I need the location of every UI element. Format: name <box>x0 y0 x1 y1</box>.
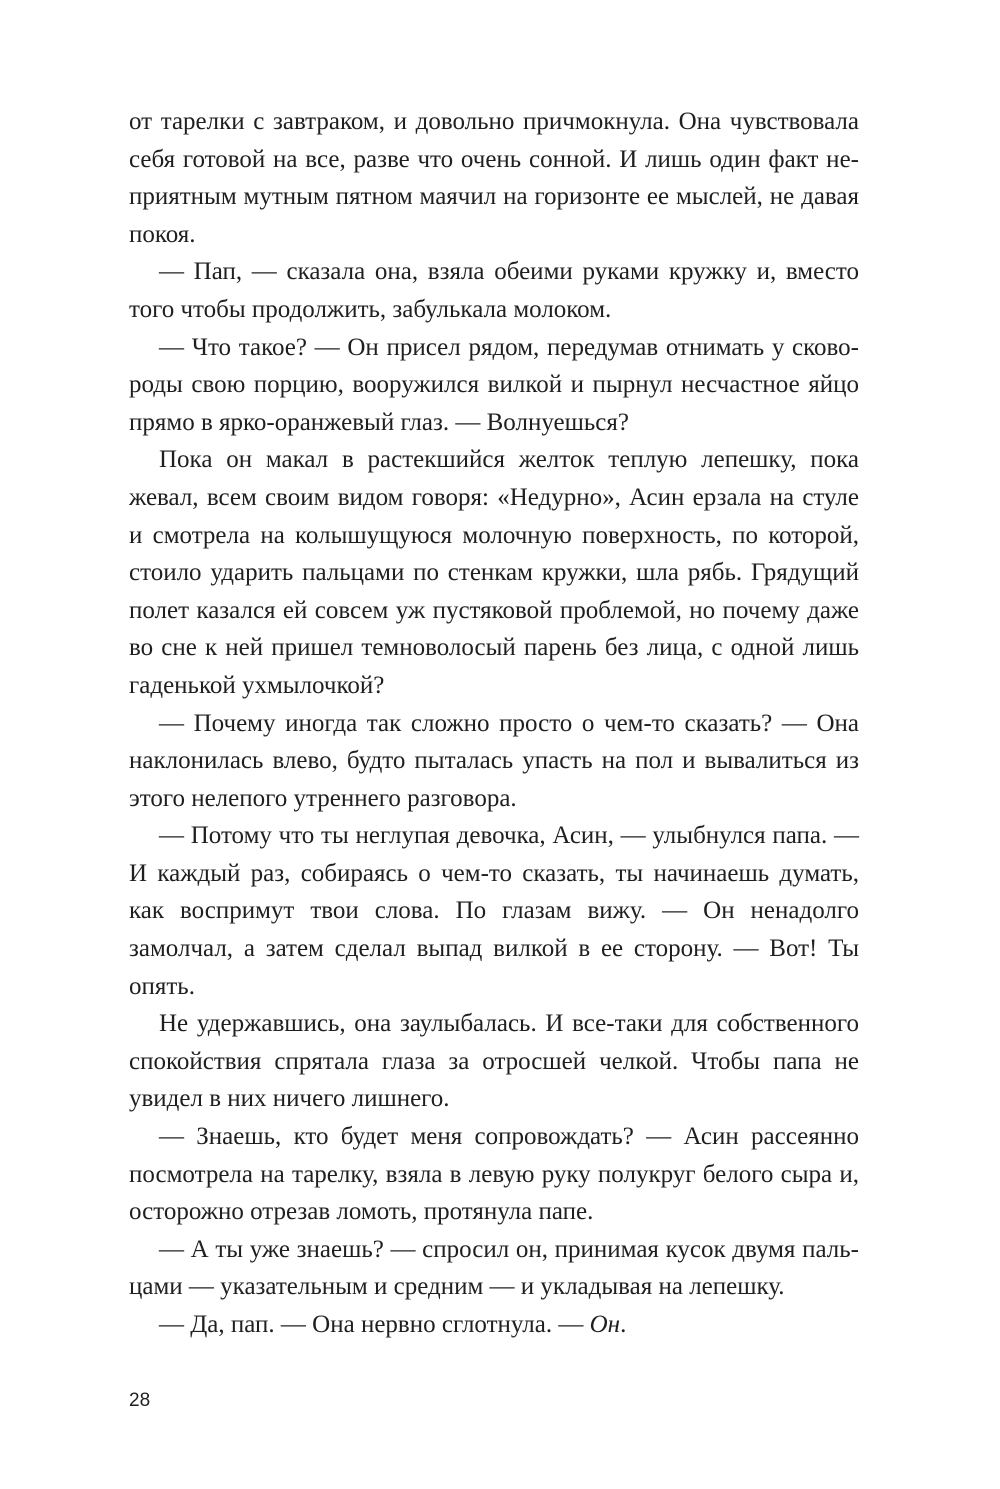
page-text <box>129 103 859 1344</box>
paragraph-4: Пока он макал в растекшийся желток теплую лепешку, пока жевал, всем своим видом говоря: «Недурно», Асин ерзала на стуле и смотрела на колышущуюся молочную поверхность, по которой, стоило ударить пальцами по стенкам кружки, шла рябь. Грядущий полет казался ей совсем уж пустяковой проблемой, но почему даже во сне к ней пришел темноволосый парень без лица, с одной лишь гаденькой ухмылочкой? <box>129 446 859 699</box>
paragraph-7: Не удержавшись, она заулыбалась. И все-таки для собственного спокойствия спрятала глаза за отросшей челкой. Чтобы папа не увидел в них ничего лишнего. <box>129 1010 859 1113</box>
paragraph-3: — Что такое? — Он присел рядом, передумав отнимать у сковороды свою порцию, вооружился вилкой и пырнул несчастное яйцо прямо в ярко-оранжевый глаз. — Волнуешься? <box>129 333 859 436</box>
page-number: 28 <box>129 1390 151 1411</box>
paragraph-10-text: — Да, пап. — Она нервно сглотнула. — <box>159 1311 590 1338</box>
paragraph-6: — Потому что ты неглупая девочка, Асин, — улыбнулся папа. — И каждый раз, собираясь о чем-то сказать, ты начинаешь думать, как воспримут твои слова. По глазам вижу. — Он ненадолго замолчал, а затем сделал выпад вилкой в ее сторону. — Вот! Ты опять. <box>129 822 859 1000</box>
paragraph-2: — Пап, — сказала она, взяла обеими руками кружку и, вместо того чтобы продолжить, забулькала молоком. <box>129 258 859 323</box>
paragraph-9: — А ты уже знаешь? — спросил он, принимая кусок двумя пальцами — указательным и средним — и укладывая на лепешку. <box>129 1235 859 1301</box>
paragraph-10-tail: . <box>620 1311 627 1338</box>
paragraph-10-italic: Он <box>589 1311 621 1338</box>
paragraph-5: — Почему иногда так сложно просто о чем-то сказать? — Она наклонилась влево, будто пыталась упасть на пол и вывалиться из этого нелепого утреннего разговора. <box>129 709 859 812</box>
paragraph-1: от тарелки с завтраком, и довольно причмокнула. Она чувствовала себя готовой на все, разве что очень сонной. И лишь один факт неприятным мутным пятном маячил на горизонте ее мыслей, не давая покоя. <box>129 108 859 248</box>
paragraph-8: — Знаешь, кто будет меня сопровождать? — Асин рассеянно посмотрела на тарелку, взяла в левую руку полукруг белого сыра и, осторожно отрезав ломоть, протянула папе. <box>129 1123 859 1226</box>
paragraph-10 <box>129 1306 859 1344</box>
